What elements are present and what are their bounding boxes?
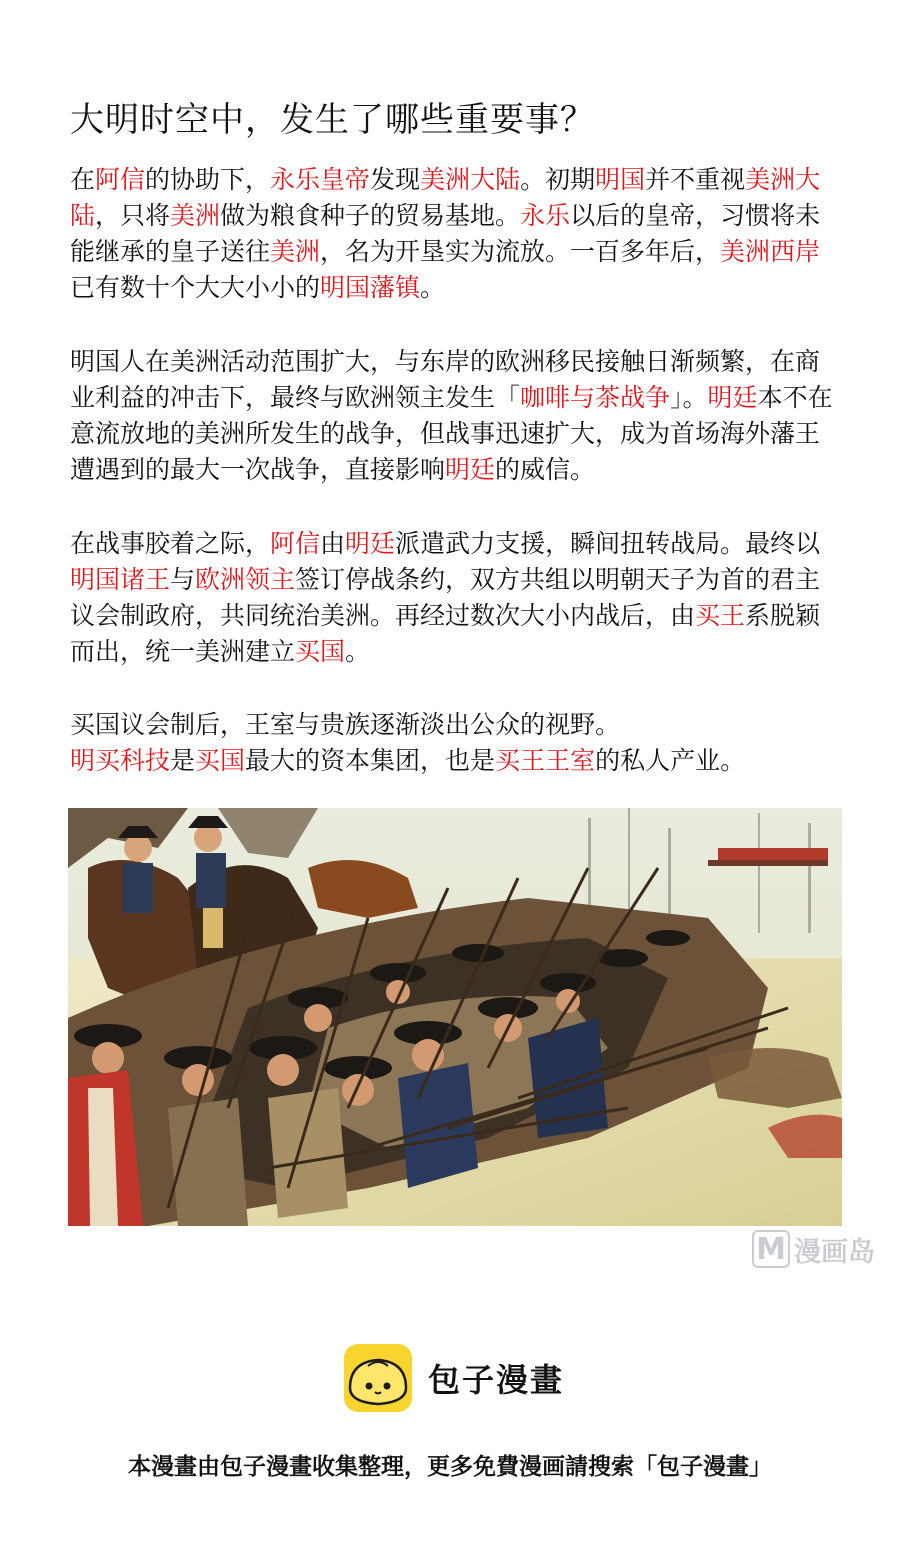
paragraph-text: 签订停战条约，双方共组以明朝天子为首的君主议会制政府，共同统治美洲。再经过数次大小内战后，由 (70, 565, 821, 630)
highlighted-name: 明廷 (345, 529, 396, 558)
watermark-logo-icon: M (752, 1230, 790, 1268)
paragraph-text: 已有数十个大大小小的 (70, 273, 321, 302)
highlighted-name: 美洲 (170, 201, 221, 230)
paragraph-text: 与 (170, 565, 196, 594)
paragraph-text: 本不在意流放地的美洲所发生的战争，但战事迅速扩大，成为首场海外藩王遭遇到的最大一次战争，直接影响 (70, 383, 833, 484)
highlighted-name: 美洲大陆 (420, 165, 521, 194)
footer-notice: 本漫畫由包子漫畫收集整理，更多免費漫画請搜索「包子漫畫」 (128, 1454, 772, 1480)
highlighted-name: 明廷 (707, 383, 758, 412)
highlighted-name: 咖啡与茶战争 (520, 383, 671, 412)
paragraph-text: 最大的资本集团，也是 (245, 746, 496, 775)
highlighted-name: 阿信 (95, 165, 146, 194)
paragraph-text: 由 (320, 529, 346, 558)
highlighted-name: 美洲 (270, 237, 321, 266)
paragraph-3 (70, 526, 840, 670)
watermark-text: 漫画岛 (794, 1236, 875, 1268)
paragraph-text: ，只将 (95, 201, 171, 230)
highlighted-name: 买王王室 (495, 746, 596, 775)
paragraph-text: 发现 (370, 165, 421, 194)
bun-mascot-icon (344, 1344, 412, 1412)
brand-name: 包子漫畫 (428, 1361, 565, 1399)
watermark (752, 1228, 875, 1270)
paragraph-text: 买国议会制后，王室与贵族逐渐淡出公众的视野。 (70, 710, 621, 739)
highlighted-name: 永乐 (520, 201, 571, 230)
page-title: 大明时空中，发生了哪些重要事？ (70, 100, 595, 140)
paragraph-text: 在 (70, 165, 96, 194)
paragraph-4 (70, 707, 840, 779)
paragraph-text: 的协助下， (145, 165, 271, 194)
paragraph-text: 的威信。 (495, 455, 596, 484)
paragraph-text: 。 (345, 637, 371, 666)
highlighted-name: 明国诸王 (70, 565, 171, 594)
highlighted-name: 买国 (295, 637, 346, 666)
highlighted-name: 阿信 (270, 529, 321, 558)
paragraph-2 (70, 344, 840, 488)
highlighted-name: 美洲大陆 (70, 165, 821, 230)
paragraph-text: 并不重视 (645, 165, 746, 194)
brand-logo[interactable] (344, 1344, 564, 1412)
paragraph-text: 的私人产业。 (595, 746, 746, 775)
highlighted-name: 明国藩镇 (320, 273, 421, 302)
paragraph-text: 以后的皇帝，习惯将未能继承的皇子送往 (70, 201, 821, 266)
highlighted-name: 买王 (695, 601, 746, 630)
highlighted-name: 明廷 (445, 455, 496, 484)
paragraph-text: ，名为开垦实为流放。一百多年后， (320, 237, 721, 266)
paragraph-text: 系脱颖而出，统一美洲建立 (70, 601, 821, 666)
paragraph-text: 。 (420, 273, 446, 302)
highlighted-name: 永乐皇帝 (270, 165, 371, 194)
paragraph-text: 」。 (670, 383, 708, 412)
paragraph-text: 在战事胶着之际， (70, 529, 271, 558)
paragraph-text: 派遣武力支援，瞬间扭转战局。最终以 (395, 529, 821, 558)
highlighted-name: 明买科技 (70, 746, 171, 775)
paragraph-text: 明国人在美洲活动范围扩大，与东岸的欧洲移民接触日渐频繁，在商业利益的冲击下，最终与欧洲领主发生「 (70, 347, 821, 412)
highlighted-name: 明国 (595, 165, 646, 194)
highlighted-name: 买国 (195, 746, 246, 775)
highlighted-name: 欧洲领主 (195, 565, 296, 594)
paragraph-1 (70, 162, 840, 306)
highlighted-name: 美洲西岸 (720, 237, 821, 266)
paragraph-text: 。初期 (520, 165, 596, 194)
paragraph-text: 是 (170, 746, 196, 775)
battle-painting (68, 808, 842, 1226)
paragraph-text: 做为粮食种子的贸易基地。 (220, 201, 521, 230)
